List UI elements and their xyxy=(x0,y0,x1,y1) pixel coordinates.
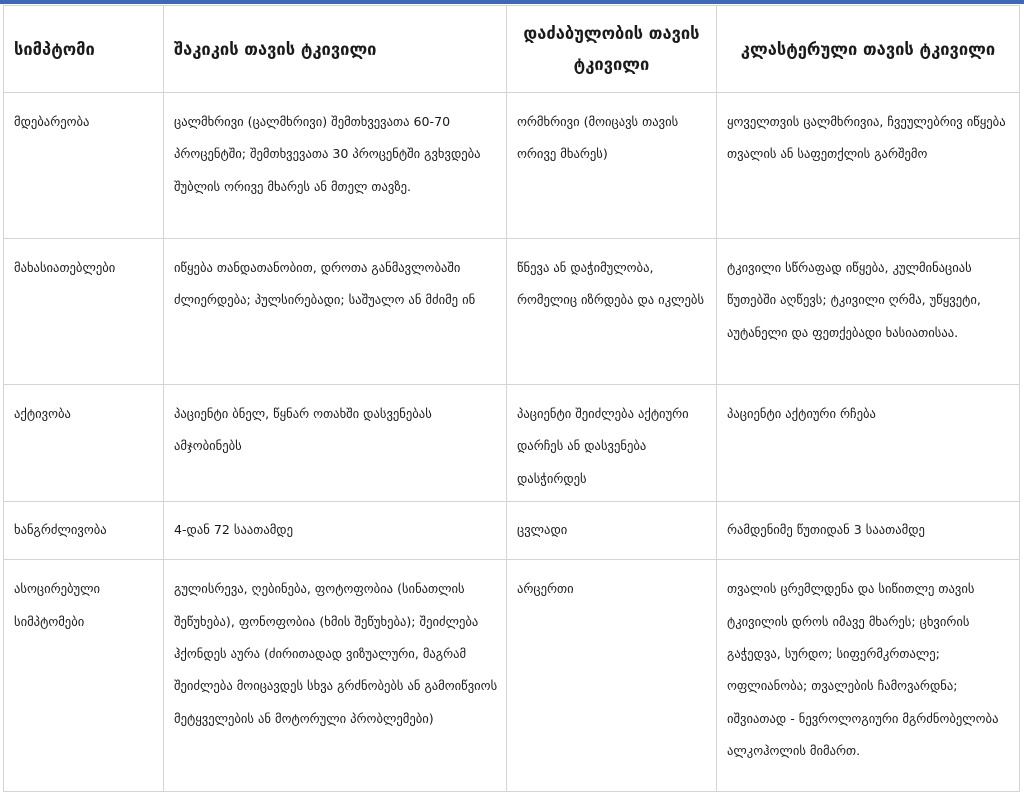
table-row xyxy=(4,385,1020,502)
cell-migraine-location: ცალმხრივი (ცალმხრივი) შემთხვევათა 60-70 პროცენტში; შემთხვევათა 30 პროცენტში გვხვდება შუბლის ორივე მხარეს ან მთელ თავზე. xyxy=(164,93,507,239)
cell-migraine-associated: გულისრევა, ღებინება, ფოტოფობია (სინათლის შეწუხება), ფონოფობია (ხმის შეწუხება); შეიძლება ჰქონდეს აურა (ძირითადად ვიზუალური, მაგრამ შეიძლება მოიცავდეს სხვა გრძნობებს ან გამოიწვიოს მეტყველების ან მოტორული პრობლემები) xyxy=(164,560,507,792)
cell-cluster-location: ყოველთვის ცალმხრივია, ჩვეულებრივ იწყება თვალის ან საფეთქლის გარშემო xyxy=(717,93,1020,239)
headache-comparison-table xyxy=(3,5,1020,792)
cell-tension-duration: ცვლადი xyxy=(507,502,717,560)
cell-cluster-activity: პაციენტი აქტიური რჩება xyxy=(717,385,1020,502)
row-label-characteristics: მახასიათებლები xyxy=(4,239,164,385)
cell-migraine-duration: 4-დან 72 საათამდე xyxy=(164,502,507,560)
row-label-location: მდებარეობა xyxy=(4,93,164,239)
cell-tension-activity: პაციენტი შეიძლება აქტიური დარჩეს ან დასვენება დასჭირდეს xyxy=(507,385,717,502)
table-row xyxy=(4,239,1020,385)
header-migraine: შაკიკის თავის ტკივილი xyxy=(164,6,507,93)
cell-cluster-duration: რამდენიმე წუთიდან 3 საათამდე xyxy=(717,502,1020,560)
cell-tension-characteristics: წნევა ან დაჭიმულობა, რომელიც იზრდება და იკლებს xyxy=(507,239,717,385)
header-symptom: სიმპტომი xyxy=(4,6,164,93)
row-label-duration: ხანგრძლივობა xyxy=(4,502,164,560)
header-cluster: კლასტერული თავის ტკივილი xyxy=(717,6,1020,93)
cell-migraine-characteristics: იწყება თანდათანობით, დროთა განმავლობაში ძლიერდება; პულსირებადი; საშუალო ან მძიმე ინ xyxy=(164,239,507,385)
cell-cluster-characteristics: ტკივილი სწრაფად იწყება, კულმინაციას წუთებში აღწევს; ტკივილი ღრმა, უწყვეტი, აუტანელი და ფეთქებადი ხასიათისაა. xyxy=(717,239,1020,385)
table-row xyxy=(4,93,1020,239)
cell-migraine-activity: პაციენტი ბნელ, წყნარ ოთახში დასვენებას ამჯობინებს xyxy=(164,385,507,502)
row-label-associated-symptoms: ასოცირებული სიმპტომები xyxy=(4,560,164,792)
cell-cluster-associated: თვალის ცრემლდენა და სიწითლე თავის ტკივილის დროს იმავე მხარეს; ცხვირის გაჭედვა, სურდო; სიფერმკრთალე; ოფლიანობა; თვალების ჩამოვარდნა; იშვიათად - ნევროლოგიური მგრძნობელობა ალკოჰოლის მიმართ. xyxy=(717,560,1020,792)
cell-tension-associated: არცერთი xyxy=(507,560,717,792)
row-label-activity: აქტივობა xyxy=(4,385,164,502)
header-tension: დაძაბულობის თავის ტკივილი xyxy=(507,6,717,93)
table-row xyxy=(4,560,1020,792)
cell-tension-location: ორმხრივი (მოიცავს თავის ორივე მხარეს) xyxy=(507,93,717,239)
table-header-row xyxy=(4,6,1020,93)
top-accent-bar xyxy=(0,0,1024,4)
table-row xyxy=(4,502,1020,560)
